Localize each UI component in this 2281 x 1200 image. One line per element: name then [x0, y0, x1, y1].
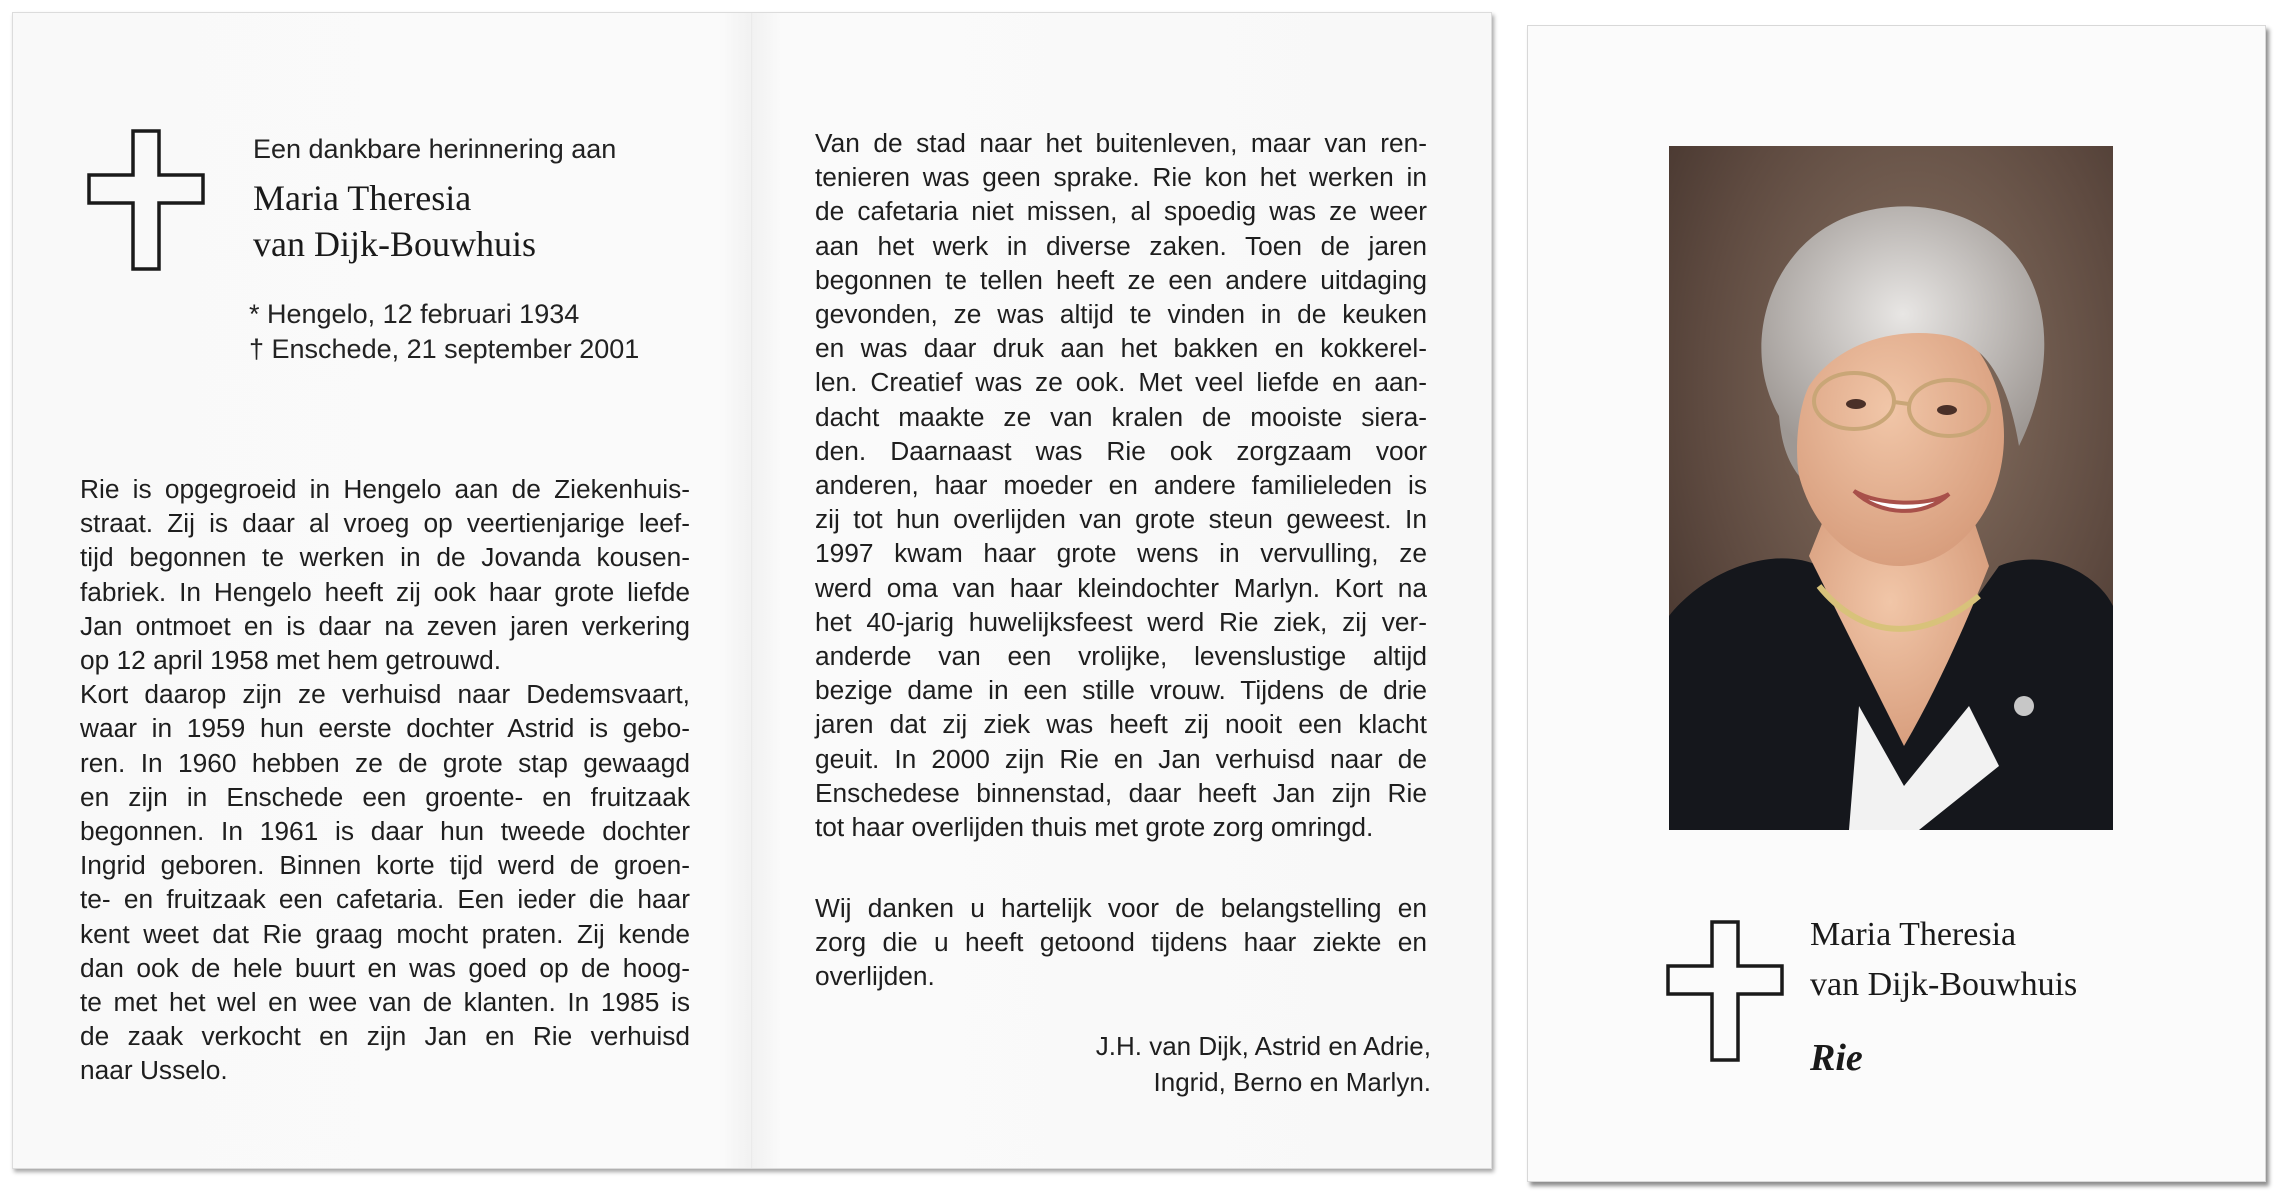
signature-line1: J.H. van Dijk, Astrid en Adrie, [1095, 1031, 1431, 1061]
biography-line: te- en fruitzaak een cafetaria. Een ieder die haar [80, 884, 690, 915]
biography-line: anderde van een vrolijke, levenslustige altijd [815, 641, 1427, 672]
biography-line: dan ook de hele buurt en was goed op de hoog- [80, 952, 690, 983]
biography-line: Kort daarop zijn ze verhuisd naar Dedemsvaart, [80, 679, 690, 710]
biography-line: begonnen. In 1961 is daar hun tweede dochter [80, 816, 690, 847]
card-name-line1: Maria Theresia [1810, 916, 2017, 953]
biography-line: fabriek. In Hengelo heeft zij ook haar grote liefde [80, 576, 690, 607]
biography-line: op 12 april 1958 met hem getrouwd. [80, 645, 502, 676]
card-nickname: Rie [1810, 1037, 1863, 1079]
signature [1096, 1028, 1431, 1100]
biography-line: den. Daarnaast was Rie ook zorgzaam voor [815, 435, 1427, 466]
biography-line: en was daar druk aan het bakken en kokkerel- [815, 333, 1427, 364]
thanks-line: zorg die u heeft getoond tijdens haar ziekte en [815, 927, 1427, 958]
biography-line: ren. In 1960 hebben ze de grote stap gewaagd [80, 747, 690, 778]
thanks-line: overlijden. [815, 961, 935, 992]
biography-line: dacht maakte ze van kralen de mooiste siera- [815, 401, 1427, 432]
thanks-text [815, 891, 1427, 994]
thanks-line: Wij danken u hartelijk voor de belangstelling en [815, 893, 1427, 923]
death-date: † Enschede, 21 september 2001 [249, 334, 640, 364]
intro-text: Een dankbare herinnering aan [253, 134, 617, 164]
biography-line: 1997 kwam haar grote wens in vervulling, ze [815, 538, 1427, 569]
biography-line: jaren dat zij ziek was heeft zij nooit een klacht [815, 709, 1427, 740]
cross-icon [1665, 919, 1785, 1063]
biography-line: de cafetaria niet missen, al spoedig was ze weer [815, 196, 1427, 227]
biography-line: Van de stad naar het buitenleven, maar van ren- [815, 128, 1427, 158]
signature-line2: Ingrid, Berno en Marlyn. [1153, 1067, 1431, 1097]
biography-line: bezige dame in een stille vrouw. Tijdens de drie [815, 675, 1427, 706]
biography-line: aan het werk in diverse zaken. Toen de jaren [815, 230, 1427, 261]
portrait-illustration [1669, 146, 2113, 830]
cross-icon [86, 128, 206, 272]
biography-line: Jan ontmoet en is daar na zeven jaren verkering [80, 610, 690, 641]
memorial-card-inner-spread [12, 12, 1492, 1169]
biography-line: geuit. In 2000 zijn Rie en Jan verhuisd naar de [815, 743, 1427, 774]
biography-line: naar Usselo. [80, 1055, 228, 1086]
biography-line: straat. Zij is daar al vroeg op veertienjarige leef- [80, 508, 690, 539]
card-name-line2: van Dijk-Bouwhuis [1810, 966, 2078, 1003]
biography-line: kent weet dat Rie graag mocht praten. Zij kende [80, 918, 690, 949]
biography-line: de zaak verkocht en zijn Jan en Rie verhuisd [80, 1021, 690, 1052]
biography-line: waar in 1959 hun eerste dochter Astrid is gebo- [80, 713, 690, 744]
biography-line: te met het wel en wee van de klanten. In 1985 is [80, 987, 690, 1018]
biography-line: Rie is opgegroeid in Hengelo aan de Ziekenhuis- [80, 474, 690, 504]
biography-line: len. Creatief was ze ook. Met veel liefde en aan- [815, 367, 1427, 398]
biography-line: tot haar overlijden thuis met grote zorg omringd. [815, 812, 1374, 843]
biography-right [815, 126, 1427, 844]
deceased-name-line2: van Dijk-Bouwhuis [253, 224, 536, 264]
biography-line: en zijn in Enschede een groente- en fruitzaak [80, 781, 690, 812]
biography-line: zij tot hun overlijden van grote steun geweest. In [815, 504, 1427, 535]
biography-line: tijd begonnen te werken in de Jovanda kousen- [80, 542, 690, 573]
page-fold [751, 13, 753, 1168]
biography-line: begonnen te tellen heeft ze een andere uitdaging [815, 264, 1427, 295]
biography-line: gevonden, ze was altijd te vinden in de keuken [815, 299, 1427, 330]
biography-left [80, 472, 690, 1088]
deceased-name-line1: Maria Theresia [253, 178, 472, 218]
biography-line: het 40-jarig huwelijksfeest werd Rie ziek, zij ver- [815, 606, 1427, 637]
biography-line: anderen, haar moeder en andere familieleden is [815, 470, 1427, 501]
biography-line: werd oma van haar kleindochter Marlyn. Kort na [815, 572, 1427, 603]
memorial-photo-card [1527, 25, 2266, 1182]
birth-date: * Hengelo, 12 februari 1934 [249, 299, 580, 329]
portrait-photo [1669, 146, 2113, 830]
biography-line: tenieren was geen sprake. Rie kon het werken in [815, 162, 1427, 193]
biography-line: Ingrid geboren. Binnen korte tijd werd de groen- [80, 850, 690, 881]
biography-line: Enschedese binnenstad, daar heeft Jan zijn Rie [815, 777, 1427, 808]
